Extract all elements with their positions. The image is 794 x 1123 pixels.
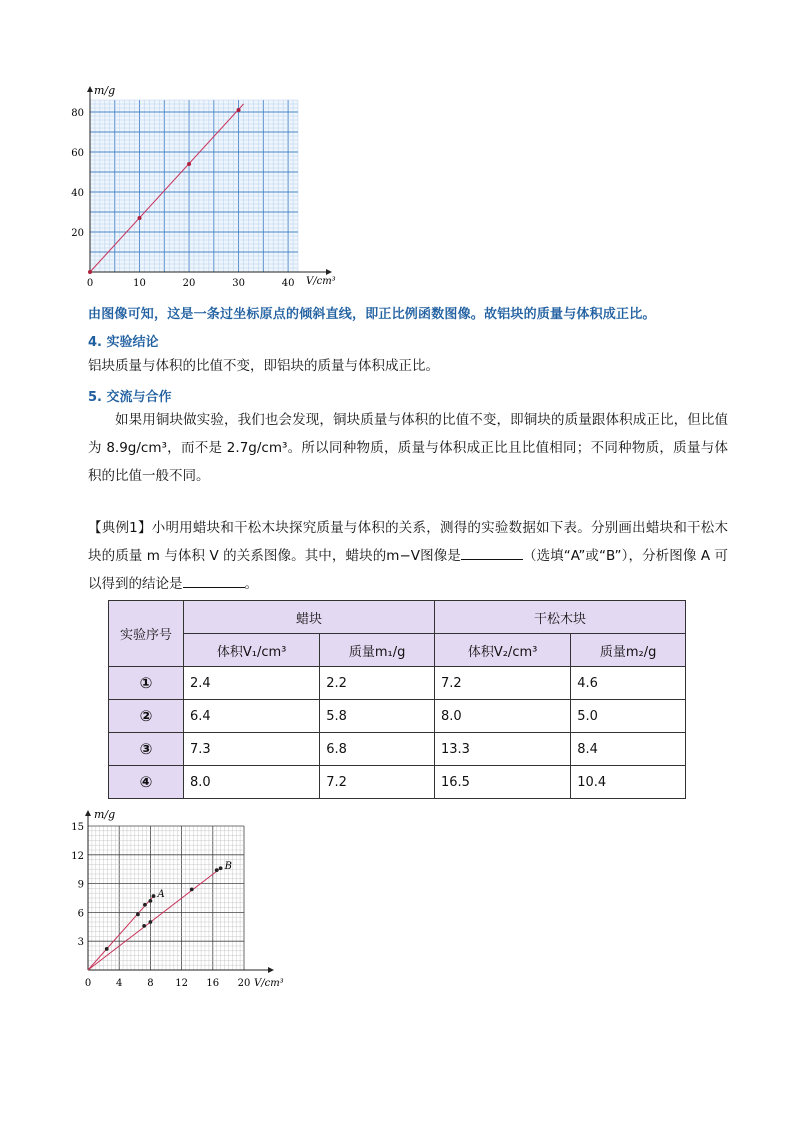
section-5-paragraph: 如果用铜块做实验，我们也会发现，铜块质量与体积的比值不变，即铜块的质量跟体积成正比，但比值为 8.9g/cm³，而不是 2.7g/cm³。所以同种物质，质量与体积成正比且比值相同；不同种物质，质量与体积的比值一般不同。 — [88, 412, 728, 484]
x-tick-label: 8 — [147, 978, 154, 989]
series-label-A: A — [157, 889, 165, 901]
cell: 2.4 — [184, 667, 320, 700]
row-index: ① — [109, 667, 184, 700]
x-axis-arrow — [268, 967, 274, 973]
cell: 8.4 — [571, 733, 686, 766]
example-question — [88, 514, 728, 598]
header-m1: 质量m₁/g — [320, 634, 435, 667]
data-table — [108, 600, 686, 799]
data-point — [138, 216, 142, 220]
cell: 6.8 — [320, 733, 435, 766]
chart-grid — [90, 100, 298, 272]
data-point-A — [136, 912, 140, 916]
y-tick-label: 15 — [71, 822, 84, 833]
header-seq: 实验序号 — [109, 601, 184, 667]
y-axis-label: m/g — [94, 808, 116, 821]
data-point — [187, 162, 191, 166]
x-tick-label: 0 — [86, 278, 94, 286]
table-row — [109, 733, 686, 766]
x-axis-label: V/cm³ — [306, 276, 336, 286]
question-text-end: 。 — [244, 576, 258, 592]
cell: 7.2 — [434, 667, 570, 700]
question-text-1: 【典例1】小明用蜡块和干松木块探究质量与体积的关系，测得的实验数据如下表。分别画出蜡块和干松木块的质量 m 与体积 V 的关系图像。其中，蜡块的m−V图像是 — [88, 520, 728, 564]
chart-grid — [88, 826, 244, 970]
row-index: ③ — [109, 733, 184, 766]
x-tick-label: 4 — [116, 978, 123, 989]
y-tick-label: 20 — [71, 228, 84, 239]
x-tick-label: 0 — [84, 978, 92, 989]
table-row — [109, 766, 686, 799]
question-text-2: （选填“A”或“B”），分析图像 A 可以得到的结论是 — [88, 548, 728, 592]
cell: 8.0 — [434, 700, 570, 733]
x-tick-label: 40 — [281, 278, 295, 286]
cell: 13.3 — [434, 733, 570, 766]
x-axis-arrow — [326, 269, 332, 275]
tick-labels — [71, 822, 250, 989]
x-tick-label: 16 — [206, 978, 220, 989]
table-row — [109, 667, 686, 700]
series-label-B: B — [224, 861, 232, 873]
header-m2: 质量m₂/g — [571, 634, 686, 667]
y-tick-label: 80 — [71, 108, 84, 119]
section-4-text: 铝块质量与体积的比值不变，即铝块的质量与体积成正比。 — [88, 358, 439, 374]
series-end-point-A — [152, 894, 156, 898]
data-point-B — [215, 868, 219, 872]
header-v2: 体积V₂/cm³ — [434, 634, 570, 667]
data-point-A — [149, 899, 153, 903]
row-index: ② — [109, 700, 184, 733]
y-tick-label: 40 — [71, 188, 84, 199]
y-tick-label: 12 — [71, 850, 84, 862]
row-index: ④ — [109, 766, 184, 799]
y-tick-label: 9 — [77, 879, 84, 891]
section-5-heading: 5. 交流与合作 — [88, 390, 172, 405]
data-point-A — [105, 947, 109, 951]
data-point — [237, 108, 241, 112]
y-tick-label: 60 — [71, 148, 84, 159]
cell: 5.0 — [571, 700, 686, 733]
x-tick-label: 20 — [182, 278, 196, 286]
table-row — [109, 700, 686, 733]
graph-conclusion: 由图像可知，这是一条过坐标原点的倾斜直线，即正比例函数图像。故铝块的质量与体积成正比。 — [88, 307, 656, 322]
cell: 6.4 — [184, 700, 320, 733]
y-tick-label: 3 — [77, 937, 84, 949]
chart-axes — [85, 810, 274, 973]
data-point-A — [143, 903, 147, 907]
cell: 10.4 — [571, 766, 686, 799]
wax-pine-mass-volume-chart — [66, 806, 298, 996]
data-point — [88, 270, 92, 274]
series-end-point-B — [219, 866, 223, 870]
data-point-B — [142, 924, 146, 928]
cell: 5.8 — [320, 700, 435, 733]
cell: 2.2 — [320, 667, 435, 700]
x-tick-label: 30 — [232, 278, 245, 286]
x-axis-label: V/cm³ — [254, 978, 284, 989]
y-axis-arrow — [85, 810, 91, 816]
y-axis-arrow — [87, 86, 93, 92]
series-line-A — [88, 896, 154, 970]
x-tick-label: 12 — [175, 978, 188, 989]
header-v1: 体积V₁/cm³ — [184, 634, 320, 667]
data-point-B — [190, 887, 194, 891]
cell: 4.6 — [571, 667, 686, 700]
aluminum-mass-volume-chart — [68, 84, 338, 286]
y-tick-label: 6 — [77, 908, 84, 920]
header-pine: 干松木块 — [434, 601, 685, 634]
y-axis-label: m/g — [94, 84, 116, 97]
x-tick-label: 20 — [237, 978, 251, 989]
data-point-B — [149, 920, 153, 924]
cell: 7.3 — [184, 733, 320, 766]
answer-blank-2[interactable] — [183, 573, 245, 588]
cell: 16.5 — [434, 766, 570, 799]
header-wax: 蜡块 — [184, 601, 435, 634]
x-tick-label: 10 — [133, 278, 146, 286]
cell: 8.0 — [184, 766, 320, 799]
section-4-heading: 4. 实验结论 — [88, 335, 159, 350]
answer-blank-1[interactable] — [461, 545, 523, 560]
cell: 7.2 — [320, 766, 435, 799]
